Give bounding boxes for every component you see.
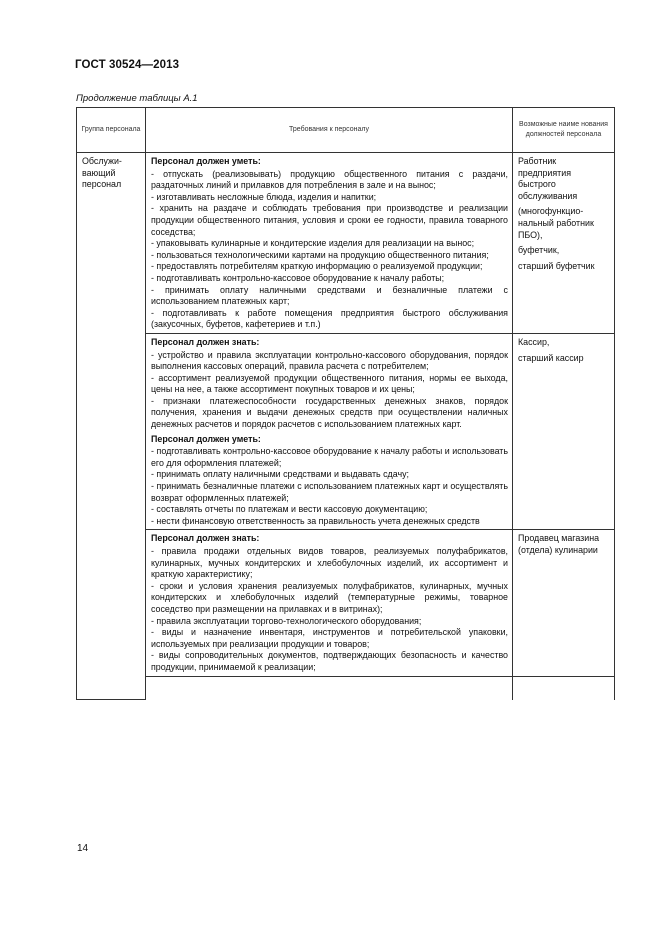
requirement-item: - принимать оплату наличными средствами и безналичные платежи с использованием платежных карт; bbox=[151, 284, 508, 307]
position-title: Продавец магазина (отдела) кулинарии bbox=[518, 533, 600, 555]
requirement-item: - признаки платежеспособности государственных денежных знаков, порядок получения, хранения и выдачи денежных средств при осуществлении наличных денежных расчетов и порядок расчетов с использованием платежных карт. bbox=[151, 395, 508, 430]
table-caption: Продолжение таблицы А.1 bbox=[76, 93, 198, 104]
position-title: (многофункцио-нальный работник ПБО), bbox=[518, 206, 594, 240]
requirement-item: - изготавливать несложные блюда, изделия и напитки; bbox=[151, 191, 377, 202]
tail-requirements-cell bbox=[146, 676, 513, 700]
requirements-heading: Персонал должен знать: bbox=[151, 533, 260, 544]
table-row bbox=[77, 333, 615, 530]
requirements-heading: Персонал должен уметь: bbox=[151, 156, 261, 166]
requirements-heading: Персонал должен знать: bbox=[151, 336, 260, 347]
requirement-item: - виды сопроводительных документов, подтверждающих безопасность и качество продукции, принимаемой к реализации; bbox=[151, 650, 508, 672]
header-requirements: Требования к персоналу bbox=[146, 108, 513, 153]
header-staff-group: Группа персонала bbox=[77, 108, 146, 153]
requirement-item: - подготавливать контрольно-кассовое оборудование к началу работы и использовать его для оформления платежей; bbox=[151, 446, 508, 468]
requirement-item: - пользоваться технологическими картами на продукцию общественного питания; bbox=[151, 249, 489, 260]
requirement-item: - упаковывать кулинарные и кондитерские изделия для реализации на вынос; bbox=[151, 238, 475, 249]
positions-cell bbox=[513, 530, 615, 676]
requirements-cell bbox=[146, 530, 513, 676]
requirement-item: - принимать безналичные платежи с использованием платежных карт и осуществлять возврат оформленных платежей; bbox=[151, 481, 508, 503]
table-header-row bbox=[77, 108, 615, 153]
requirement-item: - принимать оплату наличными средствами и выдавать сдачу; bbox=[151, 469, 410, 480]
requirement-item: - подготавливать к работе помещения предприятия быстрого обслуживания (закусочных, буфетов, кафетериев и т.п.) bbox=[151, 307, 508, 330]
staff-group-cell: Обслужи-вающий персонал bbox=[77, 153, 146, 700]
requirement-item: - правила эксплуатации торгово-технологического оборудования; bbox=[151, 615, 422, 626]
requirements-heading: Персонал должен уметь: bbox=[151, 433, 261, 444]
standard-title: ГОСТ 30524—2013 bbox=[75, 59, 180, 71]
position-title: Кассир, bbox=[518, 336, 550, 347]
requirement-item: - отпускать (реализовывать) продукцию общественного питания с раздачи, раздаточных линий и прилавков для потребления в зале и на вынос; bbox=[151, 168, 508, 191]
requirement-item: - устройство и правила эксплуатации контрольно-кассового оборудования, порядок выполнения кассовых операций, правила расчета с потребителем; bbox=[151, 349, 508, 372]
position-title: старший буфетчик bbox=[518, 260, 595, 271]
requirement-item: - нести финансовую ответственность за правильность учета денежных средств bbox=[151, 515, 480, 526]
positions-cell bbox=[513, 153, 615, 334]
position-title: старший кассир bbox=[518, 352, 584, 363]
requirement-item: - предоставлять потребителям краткую информацию о реализуемой продукции; bbox=[151, 261, 483, 272]
table-continuation-row bbox=[77, 676, 615, 700]
position-title: Работник предприятия быстрого обслуживания bbox=[518, 156, 578, 201]
positions-cell bbox=[513, 333, 615, 530]
table-body bbox=[77, 153, 615, 700]
table-row bbox=[77, 153, 615, 334]
requirement-item: - ассортимент реализуемой продукции общественного питания, нормы ее выхода, цены на нее, а также ассортимент покупных товаров и их цены; bbox=[151, 372, 508, 395]
requirement-item: - правила продажи отдельных видов товаров, реализуемых полуфабрикатов, кулинарных, мучных кондитерских и хлебобулочных изделий, их ассортимент и краткую характеристику; bbox=[151, 546, 508, 580]
requirements-cell bbox=[146, 153, 513, 334]
position-title: буфетчик, bbox=[518, 245, 560, 256]
tail-positions-cell bbox=[513, 676, 615, 700]
page-number: 14 bbox=[77, 843, 89, 854]
header-positions: Возможные наиме нования должностей персонала bbox=[513, 108, 615, 153]
requirement-item: - подготавливать контрольно-кассовое оборудование к началу работы; bbox=[151, 272, 445, 283]
table-row bbox=[77, 530, 615, 676]
requirements-table bbox=[76, 107, 615, 700]
requirement-item: - хранить на раздаче и соблюдать требования при производстве и реализации продукции общественного питания, условия и сроки ее годности, правила товарного соседства; bbox=[151, 203, 508, 237]
requirement-item: - составлять отчеты по платежам и вести кассовую документацию; bbox=[151, 504, 428, 515]
requirement-item: - виды и назначение инвентаря, инструментов и потребительской упаковки, используемых при реализации продукции и товаров; bbox=[151, 627, 508, 649]
requirement-item: - сроки и условия хранения реализуемых полуфабрикатов, кулинарных, мучных кондитерских и хлебобулочных изделий (температурные режимы, товарное соседство при размещении на прилавках и в витринах); bbox=[151, 580, 508, 614]
requirements-cell bbox=[146, 333, 513, 530]
